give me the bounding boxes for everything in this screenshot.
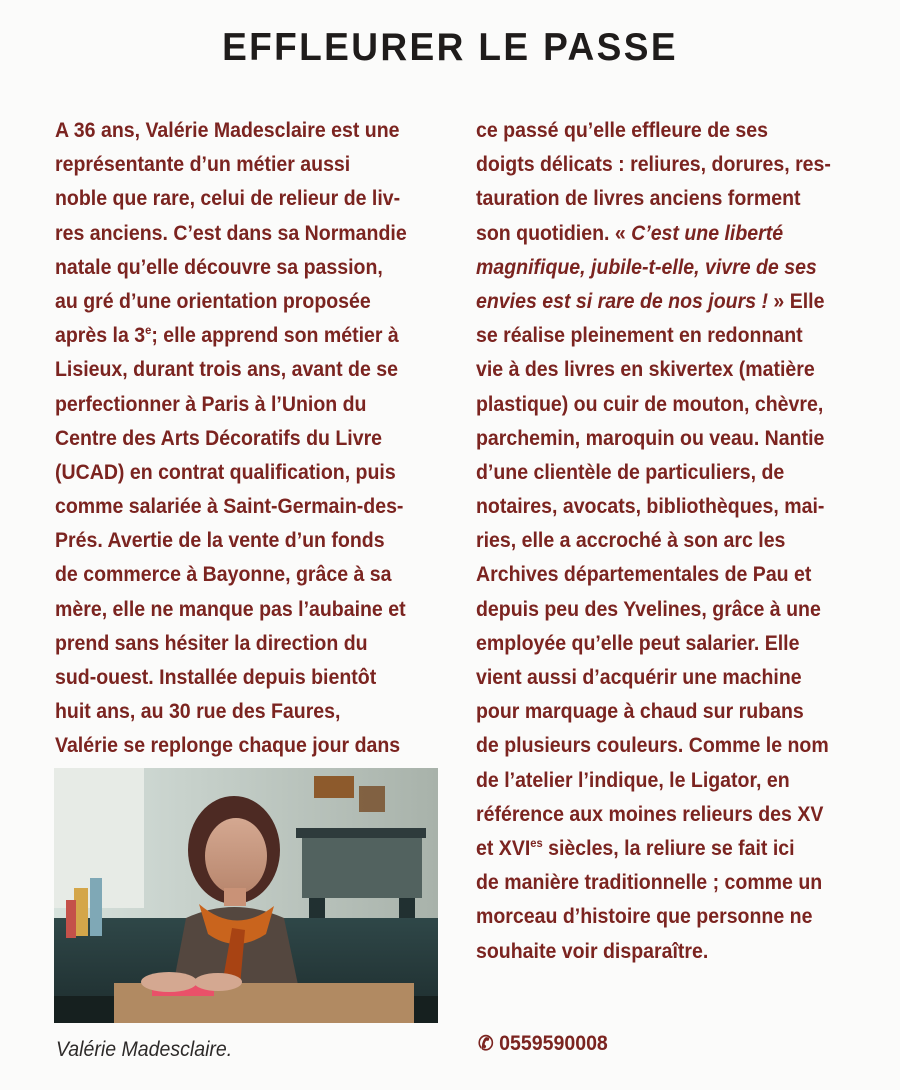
right-line: morceau d’histoire que personne ne — [476, 905, 813, 929]
right-line: de manière traditionnelle ; comme un — [476, 871, 823, 895]
right-line: ries, elle a accroché à son arc les — [476, 529, 786, 553]
ordinal-superscript: e — [145, 323, 152, 338]
right-line-text: son quotidien. « — [476, 221, 626, 245]
right-line: depuis peu des Yvelines, grâce à une — [476, 597, 821, 621]
right-line: référence aux moines relieurs des XV — [476, 802, 824, 826]
left-line: comme salariée à Saint-Germain-des- — [55, 495, 404, 519]
right-line: plastique) ou cuir de mouton, chèvre, — [476, 392, 824, 416]
phone-value: 0559590008 — [499, 1032, 608, 1055]
left-line-rest: ; elle apprend son métier à — [151, 324, 399, 348]
left-line: de commerce à Bayonne, grâce à sa — [55, 563, 392, 587]
left-line: Valérie se replonge chaque jour dans — [55, 734, 401, 758]
right-line: parchemin, maroquin ou veau. Nantie — [476, 426, 825, 450]
left-line: mère, elle ne manque pas l’aubaine et — [55, 597, 406, 621]
right-line: doigts délicats : reliures, dorures, res- — [476, 153, 831, 177]
right-line-text: » Elle — [773, 289, 825, 313]
left-line-with-superscript — [55, 319, 408, 353]
right-line-with-quote-end — [476, 285, 839, 319]
portrait-illustration — [54, 768, 438, 1023]
right-line: de l’atelier l’indique, le Ligator, en — [476, 768, 790, 792]
left-line: représentante d’un métier aussi — [55, 153, 351, 177]
left-line: Prés. Avertie de la vente d’un fonds — [55, 529, 385, 553]
right-line: de plusieurs couleurs. Comme le nom — [476, 734, 829, 758]
right-line: vient aussi d’acquérir une machine — [476, 666, 802, 689]
phone-icon: ✆ — [478, 1033, 494, 1055]
right-line: tauration de livres anciens forment — [476, 187, 801, 211]
left-line: (UCAD) en contrat qualification, puis — [55, 460, 396, 484]
right-line: d’une clientèle de particuliers, de — [476, 460, 785, 484]
article-title: EFFLEURER LE PASSE — [222, 26, 678, 69]
right-line: employée qu’elle peut salarier. Elle — [476, 631, 800, 655]
right-line: notaires, avocats, bibliothèques, mai- — [476, 495, 825, 519]
right-line-with-superscript — [476, 832, 839, 866]
left-line: A 36 ans, Valérie Madesclaire est une — [55, 119, 400, 142]
right-line-with-quote — [476, 217, 839, 251]
left-line: au gré d’une orientation proposée — [55, 289, 371, 313]
quote-text: envies est si rare de nos jours ! — [476, 289, 768, 313]
phone-number — [478, 1031, 608, 1056]
right-line: se réalise pleinement en redonnant — [476, 324, 803, 348]
left-line: natale qu’elle découvre sa passion, — [55, 255, 383, 279]
left-line: Centre des Arts Décoratifs du Livre — [55, 426, 383, 450]
portrait-photo — [54, 768, 438, 1023]
quote-text: C’est une liberté — [631, 221, 784, 245]
left-line: sud-ouest. Installée depuis bientôt — [55, 666, 377, 689]
right-line: pour marquage à chaud sur rubans — [476, 700, 804, 724]
right-line: souhaite voir disparaître. — [476, 939, 709, 963]
right-column — [476, 114, 866, 969]
left-line: prend sans hésiter la direction du — [55, 631, 368, 655]
plural-superscript: es — [530, 835, 543, 850]
right-line-text: et XVI — [476, 836, 531, 860]
right-line-rest: siècles, la reliure se fait ici — [548, 836, 795, 860]
left-line: Lisieux, durant trois ans, avant de se — [55, 358, 398, 382]
quote-line: magnifique, jubile-t-elle, vivre de ses — [476, 255, 817, 279]
left-column — [55, 114, 435, 764]
left-line: perfectionner à Paris à l’Union du — [55, 392, 367, 416]
right-line: ce passé qu’elle effleure de ses — [476, 119, 769, 142]
right-line: vie à des livres en skivertex (matière — [476, 358, 815, 382]
left-line: res anciens. C’est dans sa Normandie — [55, 221, 407, 245]
right-line: Archives départementales de Pau et — [476, 563, 812, 587]
photo-caption: Valérie Madesclaire. — [56, 1038, 233, 1061]
left-line-text: après la 3 — [55, 324, 146, 348]
left-line: noble que rare, celui de relieur de liv- — [55, 187, 401, 211]
left-line: huit ans, au 30 rue des Faures, — [55, 700, 341, 724]
